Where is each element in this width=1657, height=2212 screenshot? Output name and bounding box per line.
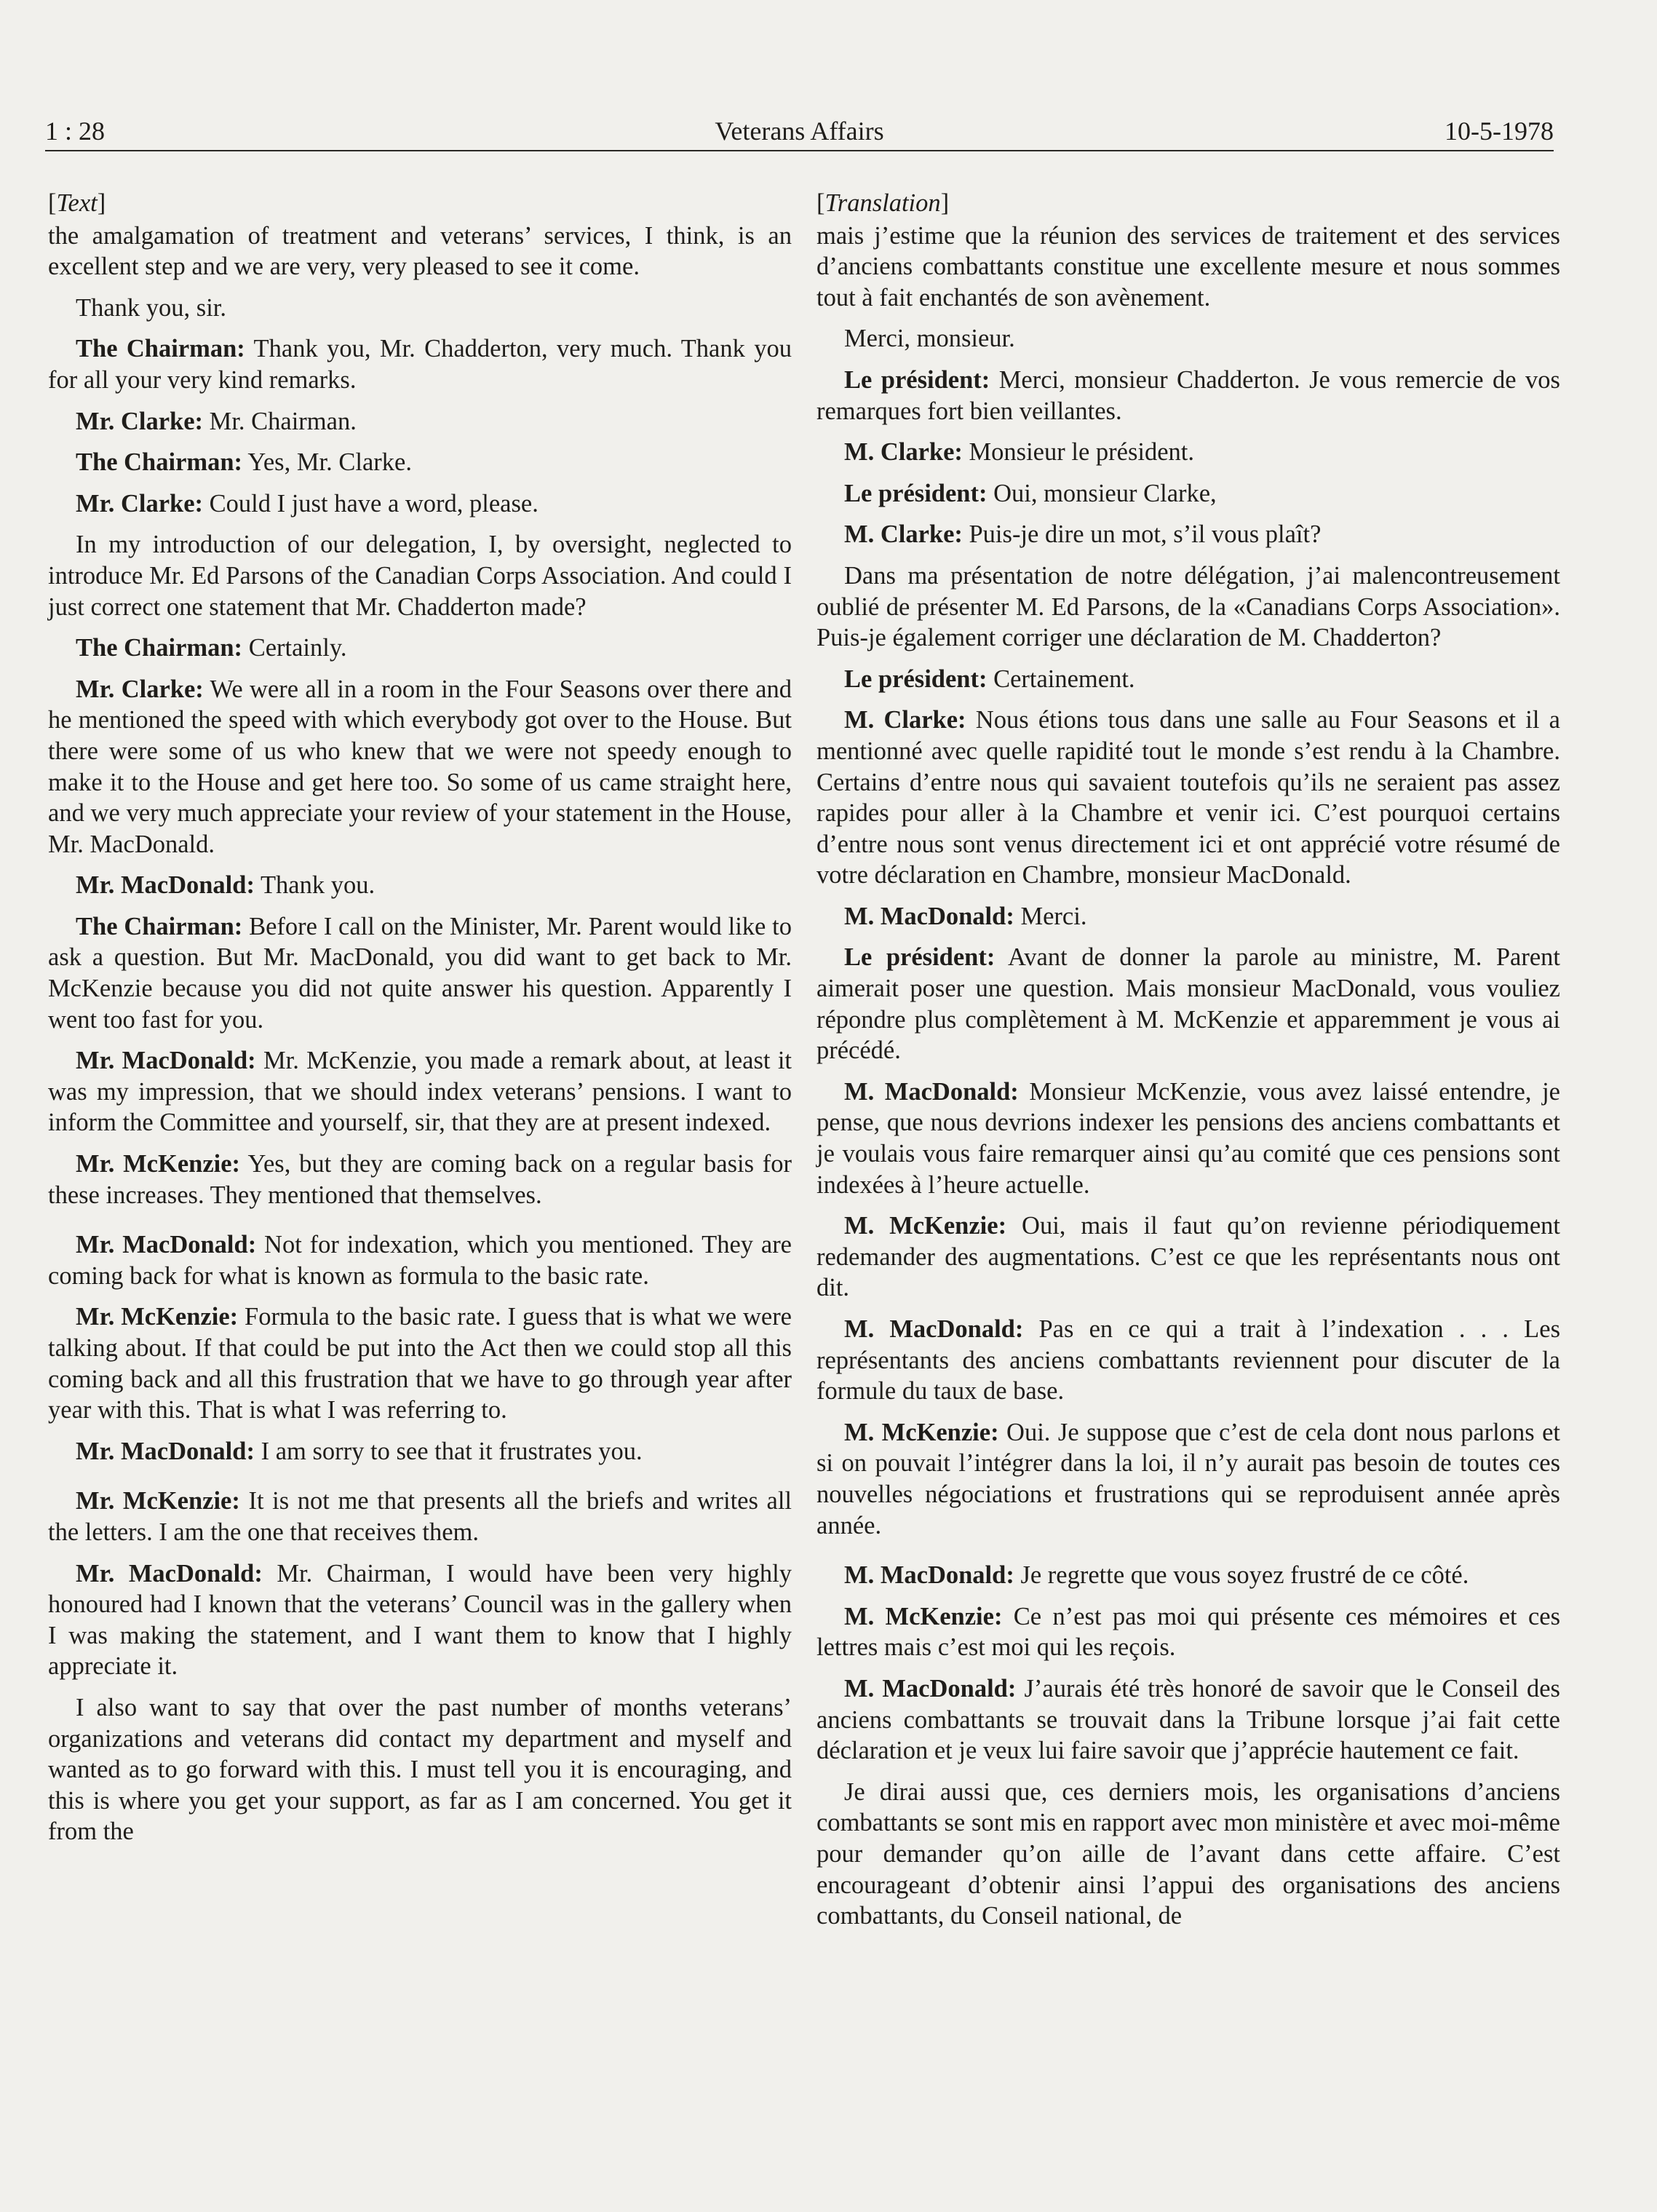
paragraph: [48, 529, 792, 622]
paragraph: [48, 1301, 792, 1425]
paragraph-text: mais j’estime que la réunion des services de traitement et des services d’anciens combattants constitue une excellente mesure et nous sommes tout à fait enchantés de son avènement.: [816, 221, 1560, 312]
paragraph: [816, 1314, 1560, 1407]
paragraph-text: Mr. McKenzie, you made a remark about, at least it was my impression, that we should index veterans’ pensions. I want to inform the Committee and yourself, sir, that they are at present indexed.: [48, 1047, 792, 1137]
speaker-name: Le président:: [844, 943, 996, 972]
paragraph-text: Certainement.: [987, 665, 1135, 693]
paragraph-text: Monsieur le président.: [962, 438, 1194, 467]
paragraph: [816, 519, 1560, 550]
page-date: 10-5-1978: [1445, 116, 1554, 146]
paragraph: [48, 1149, 792, 1210]
paragraph: [48, 633, 792, 664]
paragraph-text: Yes, but they are coming back on a regular basis for these increases. They mentioned that themselves.: [48, 1150, 792, 1209]
speaker-name: Mr. Clarke:: [76, 675, 204, 703]
speaker-name: The Chairman:: [76, 912, 243, 940]
paragraph-text: Merci, monsieur Chadderton. Je vous remercie de vos remarques fort bien veillantes.: [816, 365, 1560, 425]
speaker-name: Mr. McKenzie:: [76, 1303, 239, 1331]
paragraph: [48, 447, 792, 478]
paragraph-text: Merci, monsieur.: [844, 325, 1015, 353]
paragraph: [48, 674, 792, 860]
paragraph: [816, 1210, 1560, 1304]
speaker-name: The Chairman:: [76, 335, 245, 363]
paragraph-text: Puis-je dire un mot, s’il vous plaît?: [962, 520, 1322, 549]
speaker-name: M. MacDonald:: [844, 1315, 1024, 1343]
speaker-name: M. MacDonald:: [844, 902, 1014, 930]
paragraph-text: Thank you, sir.: [76, 293, 226, 322]
paragraph-text: Thank you, Mr. Chadderton, very much. Thank you for all your very kind remarks.: [48, 335, 792, 394]
paragraph-text: the amalgamation of treatment and veterans’ services, I think, is an excellent step and we are very, very pleased to see it come.: [48, 221, 792, 281]
paragraph: [816, 1777, 1560, 1932]
paragraph-text: Oui, monsieur Clarke,: [987, 479, 1217, 507]
paragraph-text: Thank you.: [254, 871, 375, 900]
english-column: [48, 188, 792, 1858]
paragraph-text: Oui, mais il faut qu’on revienne périodiquement redemander des augmentations. C’est ce que les représentants nous ont dit.: [816, 1212, 1560, 1302]
speaker-name: Le président:: [844, 665, 988, 693]
paragraph-text: In my introduction of our delegation, I, by oversight, neglected to introduce Mr. Ed Parsons of the Canadian Corps Association. And could I just correct one statement that Mr. Chadderton made?: [48, 531, 792, 621]
paragraph: [816, 437, 1560, 468]
paragraph: [48, 1436, 792, 1467]
column-tag: [Text]: [48, 189, 106, 217]
paragraph-text: Monsieur McKenzie, vous avez laissé entendre, je pense, que nous devrions indexer les pensions des anciens combattants et je voulais vous faire remarquer ainsi qu’au comité que ces pensions sont indexées à l’heure actuelle.: [816, 1077, 1560, 1199]
speaker-name: M. Clarke:: [844, 520, 963, 549]
paragraph: [48, 1558, 792, 1682]
paragraph: [816, 1560, 1560, 1591]
paragraph: [816, 1077, 1560, 1200]
paragraph-text: Not for indexation, which you mentioned. They are coming back for what is known as formula to the basic rate.: [48, 1231, 792, 1290]
paragraph-text: Mr. Chairman.: [203, 407, 357, 435]
speaker-name: M. MacDonald:: [844, 1561, 1014, 1590]
paragraph: [48, 333, 792, 395]
speaker-name: M. Clarke:: [844, 706, 966, 734]
paragraph-text: Merci.: [1014, 902, 1087, 930]
paragraph: [816, 221, 1560, 314]
paragraph-text: Je regrette que vous soyez frustré de ce côté.: [1014, 1561, 1469, 1590]
speaker-name: Mr. McKenzie:: [76, 1487, 240, 1515]
paragraph-text: I also want to say that over the past number of months veterans’ organizations and veterans did contact my department and myself and wanted as to go forward with this. I must tell you it is encouraging, and this is where you get your support, as far as I am concerned. You get it from the: [48, 1693, 792, 1846]
speaker-name: Mr. MacDonald:: [76, 1559, 263, 1587]
paragraph-text: It is not me that presents all the briefs and writes all the letters. I am the one that receives them.: [48, 1487, 792, 1546]
paragraph: [48, 293, 792, 324]
paragraph: [816, 478, 1560, 510]
paragraph: [816, 1673, 1560, 1767]
paragraph-text: Ce n’est pas moi qui présente ces mémoires et ces lettres mais c’est moi qui les reçois.: [816, 1602, 1560, 1662]
paragraph: [816, 1417, 1560, 1541]
speaker-name: M. McKenzie:: [844, 1418, 999, 1446]
paragraph: [816, 365, 1560, 427]
speaker-name: Mr. McKenzie:: [76, 1150, 241, 1178]
paragraph-text: Formula to the basic rate. I guess that is what we were talking about. If that could be put into the Act then we could stop all this coming back and all this frustration that we have to go through year after year with this. That is what I was referring to.: [48, 1303, 792, 1424]
paragraph: [48, 406, 792, 437]
paragraph-text: Pas en ce qui a trait à l’indexation . . . Les représentants des anciens combattants reviennent pour discuter de la formule du taux de base.: [816, 1315, 1560, 1406]
page-header: [45, 115, 1554, 151]
speaker-name: Le président:: [844, 365, 990, 394]
paragraph: [816, 323, 1560, 354]
speaker-name: M. MacDonald:: [844, 1077, 1019, 1106]
paragraph-text: J’aurais été très honoré de savoir que le Conseil des anciens combattants se trouvait dans la Tribune lorsque j’ai fait cette déclaration et je veux lui faire savoir que j’apprécie hautement ce fait.: [816, 1674, 1560, 1765]
paragraph: [48, 1692, 792, 1847]
paragraph: [48, 1229, 792, 1291]
speaker-name: The Chairman:: [76, 634, 243, 662]
paragraph: [816, 901, 1560, 932]
speaker-name: Mr. MacDonald:: [76, 1437, 255, 1465]
speaker-name: Mr. Clarke:: [76, 489, 204, 518]
speaker-name: The Chairman:: [76, 448, 243, 477]
paragraph-text: Je dirai aussi que, ces derniers mois, les organisations d’anciens combattants se sont mis en rapport avec mon ministère et avec moi-même pour demander qu’on aille de l’avant dans cette affaire. C’est encourageant d’obtenir ainsi l’appui des organisations des anciens combattants, du Conseil national, de: [816, 1777, 1560, 1930]
french-column: [816, 188, 1560, 1942]
paragraph-text: Oui. Je suppose que c’est de cela dont nous parlons et si on pouvait l’intégrer dans la loi, il n’y aurait pas besoin de toutes ces nouvelles négociations et frustrations qui se reproduisent année après année.: [816, 1418, 1560, 1539]
speaker-name: M. MacDonald:: [844, 1674, 1017, 1702]
paragraph: [48, 911, 792, 1035]
paragraph: [816, 664, 1560, 695]
column-tag: [Translation]: [816, 189, 950, 217]
paragraph: [48, 1045, 792, 1138]
paragraph-text: I am sorry to see that it frustrates you.: [254, 1437, 643, 1465]
running-title: Veterans Affairs: [715, 116, 884, 146]
speaker-name: M. McKenzie:: [844, 1602, 1003, 1630]
speaker-name: M. McKenzie:: [844, 1212, 1007, 1240]
speaker-name: Le président:: [844, 479, 988, 507]
paragraph-text: Yes, Mr. Clarke.: [242, 448, 412, 477]
paragraph: [816, 1601, 1560, 1663]
paragraph: [48, 488, 792, 520]
paragraph-text: Dans ma présentation de notre délégation, j’ai malencontreusement oublié de présenter M. Ed Parsons, de la «Canadians Corps Association». Puis-je également corriger une déclaration de M. Chadderton?: [816, 561, 1560, 652]
speaker-name: Mr. Clarke:: [76, 407, 204, 435]
paragraph: [48, 870, 792, 901]
speaker-name: Mr. MacDonald:: [76, 871, 255, 900]
speaker-name: Mr. MacDonald:: [76, 1231, 257, 1259]
paragraph-text: Before I call on the Minister, Mr. Parent would like to ask a question. But Mr. MacDonald, you did want to get back to Mr. McKenzie because you did not quite answer his question. Apparently I went too fast for you.: [48, 912, 792, 1034]
speaker-name: Mr. MacDonald:: [76, 1047, 256, 1075]
paragraph: [816, 705, 1560, 891]
paragraph-text: Avant de donner la parole au ministre, M. Parent aimerait poser une question. Mais monsieur MacDonald, vous vouliez répondre plus complètement à M. McKenzie et apparemment je vous ai précédé.: [816, 943, 1560, 1065]
speaker-name: M. Clarke:: [844, 438, 963, 467]
paragraph-text: Mr. Chairman, I would have been very highly honoured had I known that the veterans’ Council was in the gallery when I was making the statement, and I want them to know that I highly appreciate it.: [48, 1559, 792, 1681]
paragraph-text: Certainly.: [242, 634, 347, 662]
paragraph: [816, 942, 1560, 1066]
paragraph: [48, 1486, 792, 1547]
paragraph-text: We were all in a room in the Four Seasons over there and he mentioned the speed with which everybody got over to the House. But there were some of us who knew that we were not speedy enough to make it to the House and get here too. So some of us came straight here, and we very much appreciate your review of your statement in the House, Mr. MacDonald.: [48, 675, 792, 858]
page-number: 1 : 28: [45, 116, 106, 146]
paragraph: [48, 221, 792, 282]
paragraph-text: Could I just have a word, please.: [203, 489, 539, 518]
paragraph: [816, 560, 1560, 654]
paragraph-text: Nous étions tous dans une salle au Four Seasons et il a mentionné avec quelle rapidité tout le monde s’est rendu à la Chambre. Certains d’entre nous qui savaient toutefois qu’ils ne seraient pas assez rapides pour aller à la Chambre et venir ici. C’est pourquoi certains d’entre nous sont venus directement ici et ont apprécié votre résumé de votre déclaration en Chambre, monsieur MacDonald.: [816, 706, 1560, 889]
